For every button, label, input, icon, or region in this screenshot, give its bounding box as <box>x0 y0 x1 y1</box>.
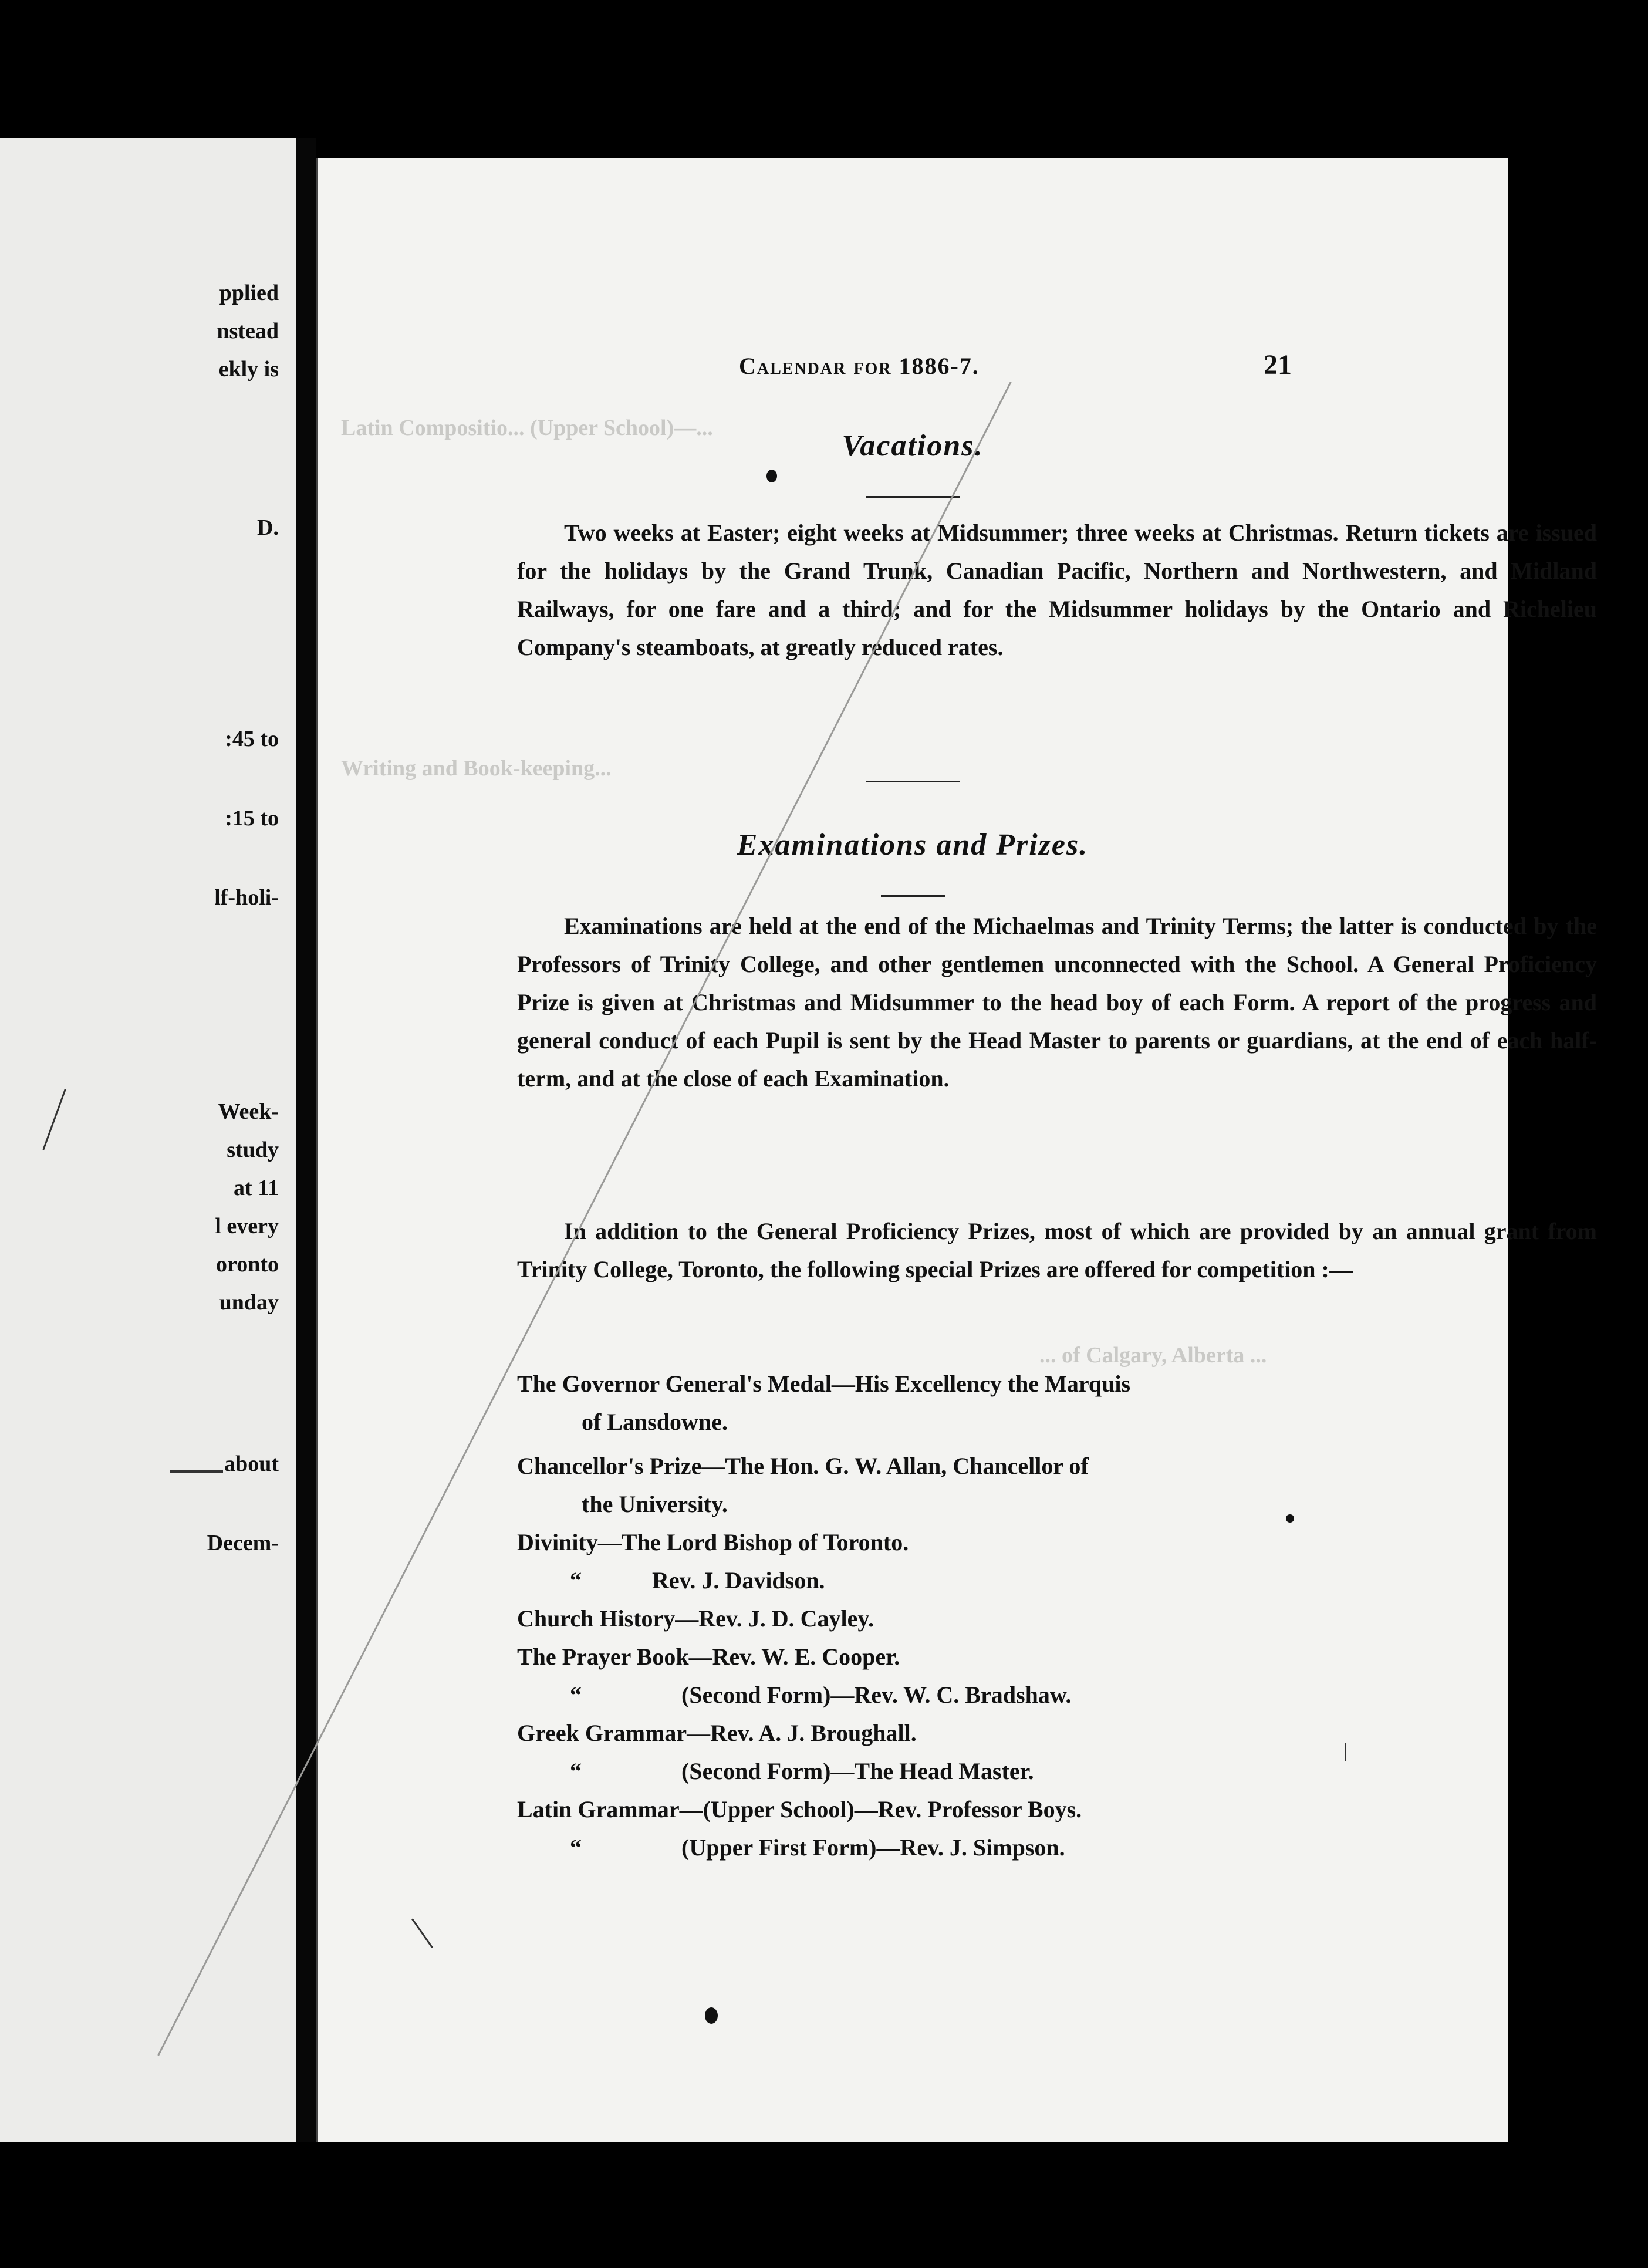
section-title-examinations: Examinations and Prizes. <box>737 828 1089 862</box>
page-number: 21 <box>1264 349 1292 380</box>
left-line: :45 to <box>225 727 279 751</box>
divider-rule <box>881 895 945 897</box>
book-gutter <box>296 138 316 2142</box>
examinations-paragraph-2 <box>517 1212 1597 1288</box>
left-page-fragment <box>0 138 296 2142</box>
left-line: l every <box>215 1214 279 1238</box>
prize-entry-continued: the University. <box>582 1491 728 1517</box>
ditto-mark: “ <box>570 1682 582 1708</box>
left-line: Week- <box>218 1099 279 1124</box>
bleed-through-text: Latin Compositio... (Upper School)—... <box>341 416 713 440</box>
running-header: Calendar for 1886-7. <box>739 353 980 379</box>
divider-rule <box>866 496 960 498</box>
prize-entry: Chancellor's Prize—The Hon. G. W. Allan, Chancellor of <box>517 1453 1089 1479</box>
left-line: lf-holi- <box>214 885 279 910</box>
section-title-vacations: Vacations. <box>842 429 984 463</box>
scratch-mark <box>1345 1743 1346 1761</box>
prize-entry-ditto <box>517 1828 1632 1867</box>
prize-entry-text: Rev. J. Davidson. <box>652 1567 825 1594</box>
ditto-mark: “ <box>570 1758 582 1784</box>
scan-speck <box>766 470 777 482</box>
prize-entry: The Governor General's Medal—His Excellency the Marquis <box>517 1371 1131 1397</box>
examinations-text-2: In addition to the General Proficiency Prizes, most of which are provided by an annual grant from Trinity College, Toronto, the following special Prizes are offered for competition :— <box>517 1218 1597 1283</box>
left-line: at 11 <box>233 1176 279 1200</box>
left-line: pplied <box>219 281 279 305</box>
prize-list <box>517 1365 1632 1867</box>
prize-entry-continued: of Lansdowne. <box>582 1409 728 1435</box>
prize-entry: Divinity—The Lord Bishop of Toronto. <box>517 1529 909 1555</box>
scan-speck <box>1286 1514 1294 1523</box>
bleed-through-text: ... of Calgary, Alberta ... <box>1039 1343 1267 1368</box>
scratch-mark <box>42 1089 66 1150</box>
left-line: ekly is <box>218 357 279 382</box>
examinations-text-1: Examinations are held at the end of the Michaelmas and Trinity Terms; the latter is conducted by the Professors of Trinity College, and other gentlemen unconnected with the School. A General Proficiency Prize is given at Christmas and Midsummer to the head boy of each Form. A report of the progress and general conduct of each Pupil is sent by the Head Master to parents or guardians, at the end of each half-term, and at the close of each Examination. <box>517 913 1597 1092</box>
prize-entry-ditto <box>517 1676 1632 1714</box>
prize-entry-text: (Second Form)—Rev. W. C. Bradshaw. <box>681 1682 1072 1708</box>
left-line: about <box>224 1452 279 1476</box>
examinations-paragraph-1 <box>517 907 1597 1098</box>
left-line: :15 to <box>225 806 279 831</box>
left-line: nstead <box>217 319 279 343</box>
vacations-paragraph <box>517 514 1597 666</box>
ditto-mark: “ <box>570 1834 582 1861</box>
left-line: D. <box>257 515 279 540</box>
left-line: oronto <box>216 1252 279 1277</box>
prize-entry: The Prayer Book—Rev. W. E. Cooper. <box>517 1643 900 1670</box>
prize-entry-ditto <box>517 1752 1632 1790</box>
prize-entry: Church History—Rev. J. D. Cayley. <box>517 1605 874 1632</box>
prize-entry-text: (Upper First Form)—Rev. J. Simpson. <box>681 1834 1065 1861</box>
left-line: Decem- <box>207 1531 279 1555</box>
prize-entry: Greek Grammar—Rev. A. J. Broughall. <box>517 1720 917 1746</box>
prize-entry-text: (Second Form)—The Head Master. <box>681 1758 1034 1784</box>
prize-entry-ditto <box>517 1561 1632 1599</box>
scan-speck <box>705 2007 718 2024</box>
vacations-text: Two weeks at Easter; eight weeks at Midsummer; three weeks at Christmas. Return tickets are issued for the holidays by the Grand Trunk, Canadian Pacific, Northern and Northwestern, and Midland Railways, for one fare and a third; and for the Midsummer holidays by the Ontario and Richelieu Company's steamboats, at greatly reduced rates. <box>517 519 1597 660</box>
right-page <box>316 158 1597 2142</box>
ditto-mark: “ <box>570 1567 582 1594</box>
scratch-mark <box>411 1918 433 1948</box>
left-line: study <box>227 1138 279 1162</box>
left-line: unday <box>219 1290 279 1315</box>
divider-rule <box>866 781 960 782</box>
prize-entry: Latin Grammar—(Upper School)—Rev. Professor Boys. <box>517 1796 1082 1823</box>
bleed-through-text: Writing and Book-keeping... <box>341 756 612 781</box>
scratch-mark <box>170 1470 223 1473</box>
